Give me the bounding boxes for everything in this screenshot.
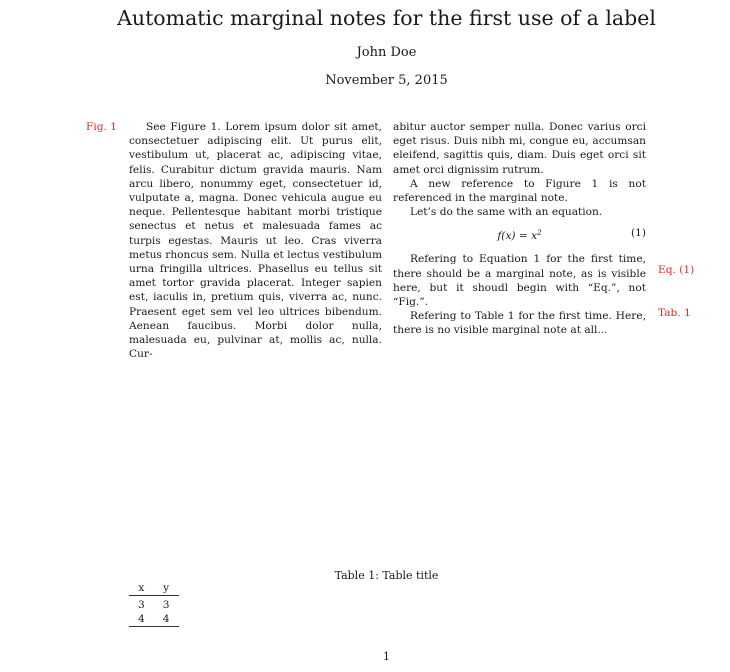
right-column-paragraph-table-ref: Refering to Table 1 for the first time. Here, there is no visible marginal note at all... (393, 310, 646, 337)
table-cell: 4 (129, 612, 154, 627)
table-header-cell: y (154, 581, 179, 596)
data-table (129, 581, 179, 627)
right-column-paragraph-equation-intro: Let’s do the same with an equation. (410, 206, 603, 219)
table-cell: 3 (162, 599, 170, 611)
margin-note-table: Tab. 1 (658, 307, 691, 319)
paper-date: November 5, 2015 (325, 73, 448, 88)
table-header-row (129, 581, 179, 596)
table-caption: Table 1: Table title (334, 569, 439, 582)
equation-exponent: 2 (537, 229, 542, 238)
paper-title: Automatic marginal notes for the first use of a label (117, 6, 656, 30)
left-column (129, 120, 382, 361)
author-name: John Doe (356, 45, 417, 60)
table-row (129, 612, 179, 627)
right-column-paragraph-equation-ref: Refering to Equation 1 for the first time, there should be a marginal note, as is visible here, but it shoudl begin with “Eq.”, not “Fig.”. (393, 253, 646, 309)
table-cell: 4 (154, 612, 179, 627)
right-column-paragraph-continued: abitur auctor semper nulla. Donec varius orci eget risus. Duis nibh mi, congue eu, accumsan eleifend, sagittis quis, diam. Duis eget orci sit amet orci dignissim rutrum. (393, 121, 646, 176)
table-row (129, 596, 179, 613)
margin-note-equation: Eq. (1) (658, 264, 695, 276)
right-column (393, 120, 646, 338)
margin-note-figure: Fig. 1 (86, 121, 117, 133)
equation-body (393, 226, 646, 243)
equation-lhs: f(x) = x (497, 230, 538, 243)
table-header-cell: x (129, 581, 154, 596)
equation-number: (1) (630, 227, 646, 240)
page-number: 1 (383, 650, 390, 663)
equation-block (393, 225, 646, 243)
table-cell: 3 (138, 599, 145, 611)
right-column-paragraph-figure-ref: A new reference to Figure 1 is not referenced in the marginal note. (393, 177, 646, 205)
left-column-paragraph: See Figure 1. Lorem ipsum dolor sit amet, consectetuer adipiscing elit. Ut purus elit, vestibulum ut, placerat ac, adipiscing vitae, felis. Curabitur dictum gravida mauris. Nam arcu libero, nonummy eget, consectetuer id, vulputate a, magna. Donec vehicula augue eu neque. Pellentesque habitant morbi tristique senectus et netus et malesuada fames ac turpis egestas. Mauris ut leo. Cras viverra metus rhoncus sem. Nulla et lectus vestibulum urna fringilla ultrices. Phasellus eu tellus sit amet tortor gravida placerat. Integer sapien est, iaculis in, pretium quis, viverra ac, nunc. Praesent eget sem vel leo ultrices bibendum. Aenean faucibus. Morbi dolor nulla, malesuada eu, pulvinar at, mollis ac, nulla. Cur- (129, 121, 382, 361)
